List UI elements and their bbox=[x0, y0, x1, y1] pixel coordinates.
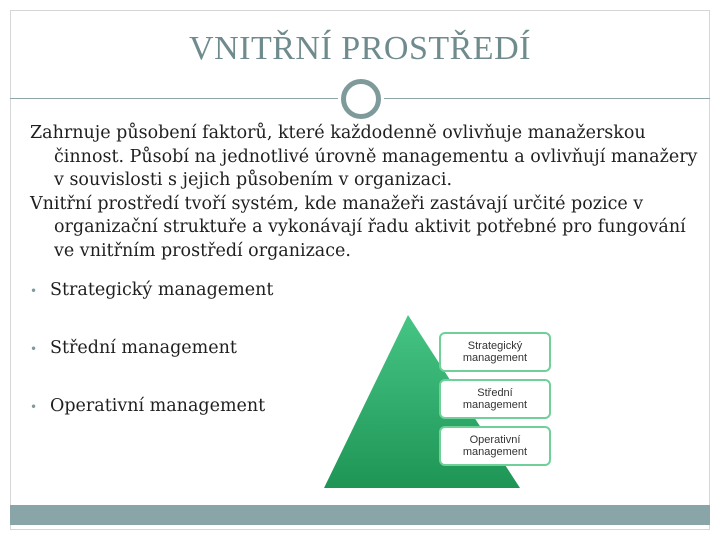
slide-footer-bar bbox=[10, 505, 710, 525]
title-circle-ornament bbox=[341, 79, 381, 119]
bullet-item-middle bbox=[30, 338, 237, 358]
title-rule-right bbox=[384, 98, 710, 99]
label-line: Strategický bbox=[467, 340, 523, 352]
bullet-dot-icon: • bbox=[30, 399, 38, 414]
bullet-item-operative bbox=[30, 396, 265, 416]
bullet-dot-icon: • bbox=[30, 283, 38, 298]
slide-body bbox=[30, 122, 700, 263]
bullet-label: Střední management bbox=[50, 338, 237, 358]
label-line: management bbox=[462, 399, 528, 411]
title-rule-left bbox=[10, 98, 338, 99]
pyramid-label-operative bbox=[439, 426, 551, 466]
bullet-dot-icon: • bbox=[30, 341, 38, 356]
label-line: Střední bbox=[477, 387, 513, 399]
pyramid-label-strategic bbox=[439, 332, 551, 372]
bullet-label: Strategický management bbox=[50, 280, 274, 300]
label-line: Operativní bbox=[469, 434, 521, 446]
slide-title: VNITŘNÍ PROSTŘEDÍ bbox=[189, 30, 531, 67]
label-line: management bbox=[462, 446, 528, 458]
pyramid-label-middle bbox=[439, 379, 551, 419]
paragraph-2: Vnitřní prostředí tvoří systém, kde manažeři zastávají určité pozice v organizační struktuře a vykonávají řadu aktivit potřebné pro fungování ve vnitřním prostředí organizace. bbox=[30, 193, 686, 261]
bullet-item-strategic bbox=[30, 280, 273, 300]
bullet-label: Operativní management bbox=[50, 396, 266, 416]
paragraph-1: Zahrnuje působení faktorů, které každodenně ovlivňuje manažerskou činnost. Působí na jednotlivé úrovně managementu a ovlivňují manažery v souvislosti s jejich působením v organizaci. bbox=[30, 123, 698, 190]
label-line: management bbox=[462, 352, 528, 364]
